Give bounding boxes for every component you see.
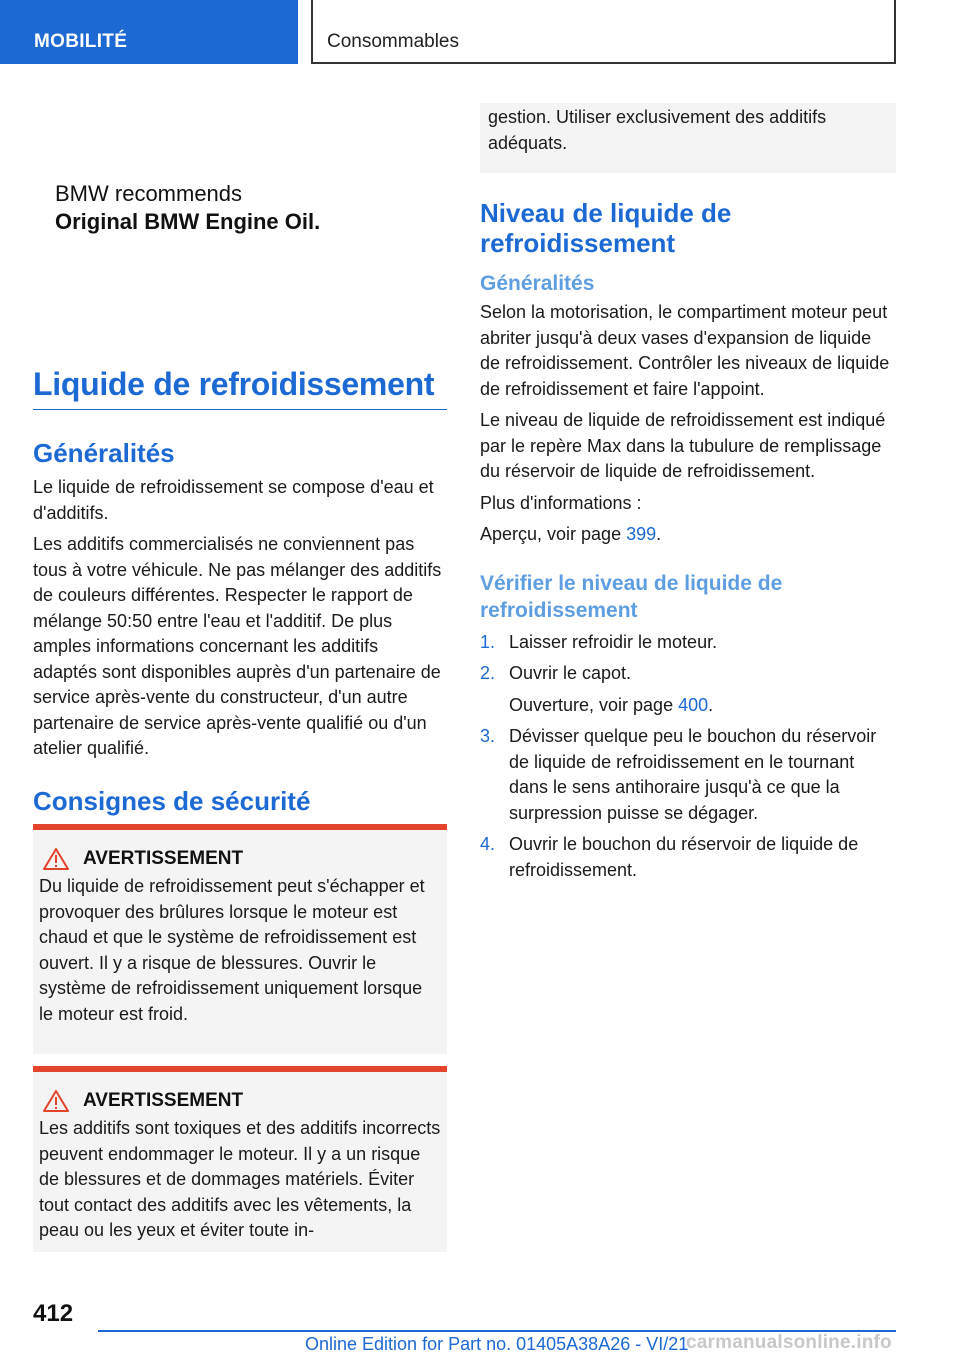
warning-1-text: Du liquide de refroidissement peut s'échapper et provoquer des brûlures lorsque le moteur est chaud et que le système de refroidissement est ouvert. Il y a risque de blessures. Ouvrir le système de refroidissement uniquement lorsque le moteur est froid. (39, 876, 425, 1024)
warning-1-title: AVERTISSEMENT (83, 848, 244, 869)
promo-line-1: BMW recommends (55, 181, 243, 206)
level-sub-heading: Généralités (480, 272, 595, 295)
right-column (480, 198, 896, 889)
warning-continuation-text: gestion. Utiliser exclusivement des additifs adéquats. (488, 107, 827, 153)
chapter-header (311, 0, 896, 64)
page-title: Liquide de refroidissement (33, 366, 447, 410)
warning-box-2 (33, 1066, 447, 1252)
check-steps (480, 630, 896, 884)
list-item: 1. Laisser refroidir le moteur. (480, 631, 718, 652)
level-more: Plus d'informations : (480, 492, 642, 513)
level-ref: Aperçu, voir page 399. (480, 524, 662, 544)
watermark: carmanualsonline.info (686, 1332, 892, 1353)
section-tab[interactable] (0, 0, 298, 64)
list-item: 4. Ouvrir le bouchon du réservoir de liquide de refroidissement. (480, 834, 859, 880)
level-p2: Le niveau de liquide de refroidissement est indiqué par le repère Max dans la tubulure de remplissage du réservoir de liquide de refroidissement. (480, 410, 886, 481)
generalites-heading: Généralités (33, 438, 175, 468)
warning-2-text: Les additifs sont toxiques et des additifs incorrects peuvent endommager le moteur. Il y a un risque de blessures et de dommages matériels. Éviter tout contact des additifs avec les vêtements, la peau ou les yeux et éviter toute in- (39, 1118, 441, 1240)
warning-box-1 (33, 824, 447, 1054)
generalites-p2: Les additifs commercialisés ne conviennent pas tous à votre véhicule. Ne pas mélanger des additifs de couleurs différentes. Respecter le rapport de mélange 50:50 entre l'eau et l'additif. De plus amples informations concernant les additifs adaptés sont disponibles auprès d'un partenaire de service après-vente du constructeur, d'un autre partenaire de service après-vente qualifié ou d'un atelier qualifié. (33, 534, 442, 758)
warning-continuation (480, 103, 896, 173)
page-link-399[interactable]: 399 (626, 524, 657, 544)
check-heading: Vérifier le niveau de liquide de refroidissement (480, 571, 783, 622)
left-column (33, 438, 447, 817)
oil-promo (55, 180, 320, 236)
page-number: 412 (33, 1300, 74, 1327)
section-tab-label: MOBILITÉ (34, 31, 128, 52)
level-heading: Niveau de liquide de refroidissement (480, 198, 732, 258)
warning-2-title: AVERTISSEMENT (83, 1090, 244, 1111)
warning-triangle-icon (43, 1090, 69, 1112)
chapter-header-label: Consommables (327, 31, 459, 52)
list-item: 2. Ouvrir le capot. Ouverture, voir page 400. (480, 663, 714, 715)
warning-triangle-icon (43, 848, 69, 870)
footer-edition: Online Edition for Part no. 01405A38A26 - VI/21 (305, 1334, 689, 1354)
generalites-p1: Le liquide de refroidissement se compose d'eau et d'additifs. (33, 477, 434, 523)
list-item: 3. Dévisser quelque peu le bouchon du réservoir de liquide de refroidissement en le tournant dans le sens antihoraire jusqu'à ce que la surpression puisse se dégager. (480, 726, 877, 823)
level-p1: Selon la motorisation, le compartiment moteur peut abriter jusqu'à deux vases d'expansion de liquide de refroidissement. Contrôler les niveaux de liquide de refroidissement et faire l'appoint. (480, 302, 890, 399)
safety-heading: Consignes de sécurité (33, 785, 311, 816)
page-link-400[interactable]: 400 (678, 694, 709, 715)
promo-line-2: Original BMW Engine Oil. (55, 209, 321, 234)
